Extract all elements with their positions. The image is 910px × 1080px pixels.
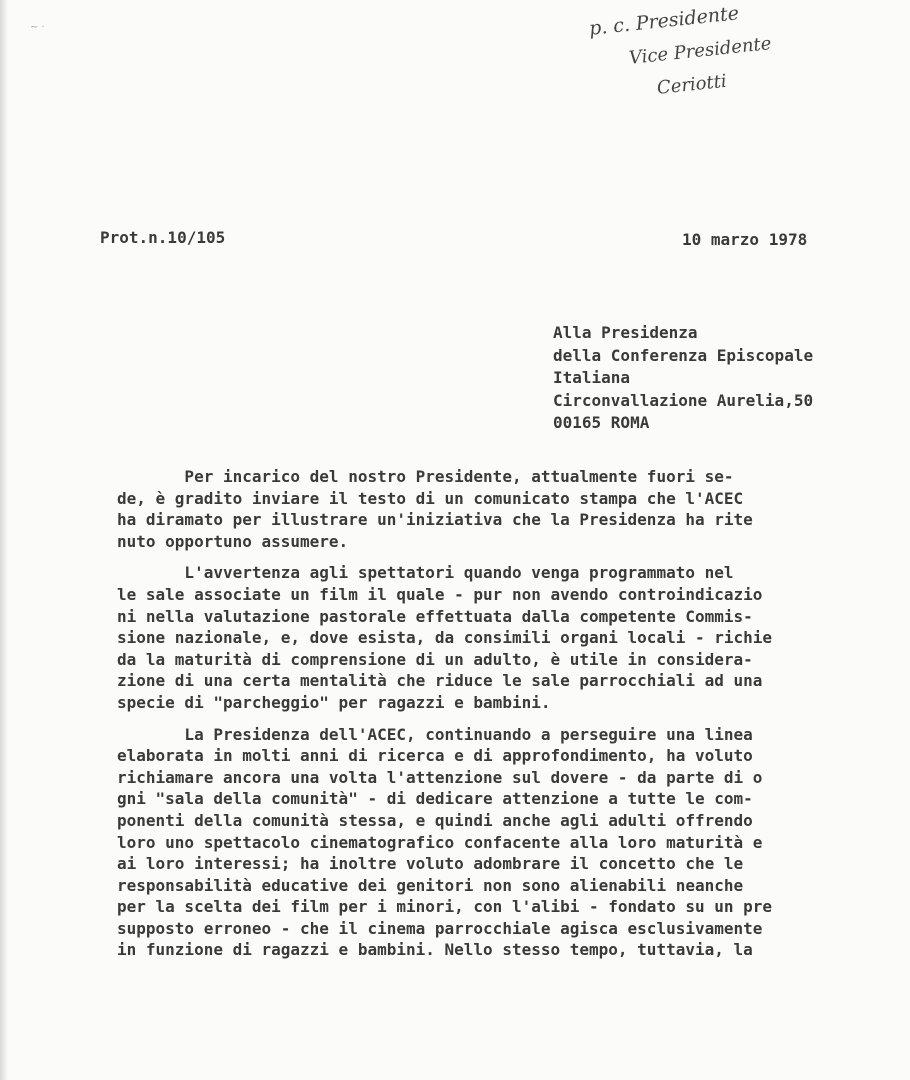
address-line: 00165 ROMA — [553, 413, 650, 432]
letter-body — [117, 466, 842, 961]
text-line: responsabilità educative dei genitori non sono alienabili neanche — [117, 875, 744, 895]
text-line: L'avvertenza agli spettatori quando venga programmato nel — [117, 563, 734, 583]
text-line: nuto opportuno assumere. — [117, 531, 349, 551]
text-line: gni "sala della comunità" - di dedicare attenzione a tutte le com- — [117, 789, 753, 809]
paragraph-gap — [117, 714, 842, 724]
text-line: ni nella valutazione pastorale effettuata dalla competente Commis- — [117, 606, 753, 626]
address-line: della Conferenza Episcopale — [553, 345, 814, 365]
paragraph-gap — [117, 552, 842, 562]
text-line: ha diramato per illustrare un'iniziativa che la Presidenza ha rite — [117, 510, 753, 530]
text-line: de, è gradito inviare il testo di un comunicato stampa che l'ACEC — [117, 488, 744, 508]
text-line: sione nazionale, e, dove esista, da consimili organi locali - richie — [117, 628, 773, 648]
text-line: specie di "parcheggio" per ragazzi e bambini. — [117, 692, 551, 712]
protocol-number: Prot.n.10/105 — [100, 228, 226, 247]
paragraph-2 — [117, 562, 842, 713]
text-line: richiamare ancora una volta l'attenzione sul dovere - da parte di o — [117, 767, 763, 787]
address-line: Italiana — [553, 368, 631, 387]
text-line: ponenti della comunità stessa, e quindi anche agli adulti offrendo — [117, 810, 753, 830]
text-line: Per incarico del nostro Presidente, attualmente fuori se- — [117, 467, 734, 486]
text-line: supposto erroneo - che il cinema parrocchiale agisca esclusivamente — [117, 918, 763, 938]
recipient-address — [553, 322, 813, 435]
text-line: elaborata in molti anni di ricerca e di approfondimento, ha voluto — [117, 746, 753, 766]
address-line: Circonvallazione Aurelia,50 — [553, 390, 814, 410]
letter-date: 10 marzo 1978 — [682, 230, 808, 249]
text-line: per la scelta dei film per i minori, con l'alibi - fondato su un pre — [117, 897, 773, 917]
text-line: zione di una certa mentalità che riduce le sale parrocchiali ad una — [117, 671, 763, 691]
text-line: le sale associate un film il quale - pur non avendo controindicazio — [117, 584, 763, 604]
text-line: loro uno spettacolo cinematografico confacente alla loro maturità e — [117, 832, 763, 852]
address-line: Alla Presidenza — [553, 323, 698, 342]
paragraph-1 — [117, 466, 842, 552]
text-line: in funzione di ragazzi e bambini. Nello stesso tempo, tuttavia, la — [117, 940, 753, 960]
handwritten-note-line-3: Ceriotti — [656, 70, 728, 99]
paragraph-3 — [117, 724, 842, 962]
handwritten-note-line-2: Vice Presidente — [628, 33, 773, 69]
corner-smudge: ~ · — [30, 22, 45, 33]
text-line: da la maturità di comprensione di un adulto, è utile in considera- — [117, 649, 753, 669]
text-line: ai loro interessi; ha inoltre voluto adombrare il concetto che le — [117, 854, 744, 874]
handwritten-note-line-1: p. c. Presidente — [588, 2, 740, 40]
text-line: La Presidenza dell'ACEC, continuando a perseguire una linea — [117, 724, 753, 744]
